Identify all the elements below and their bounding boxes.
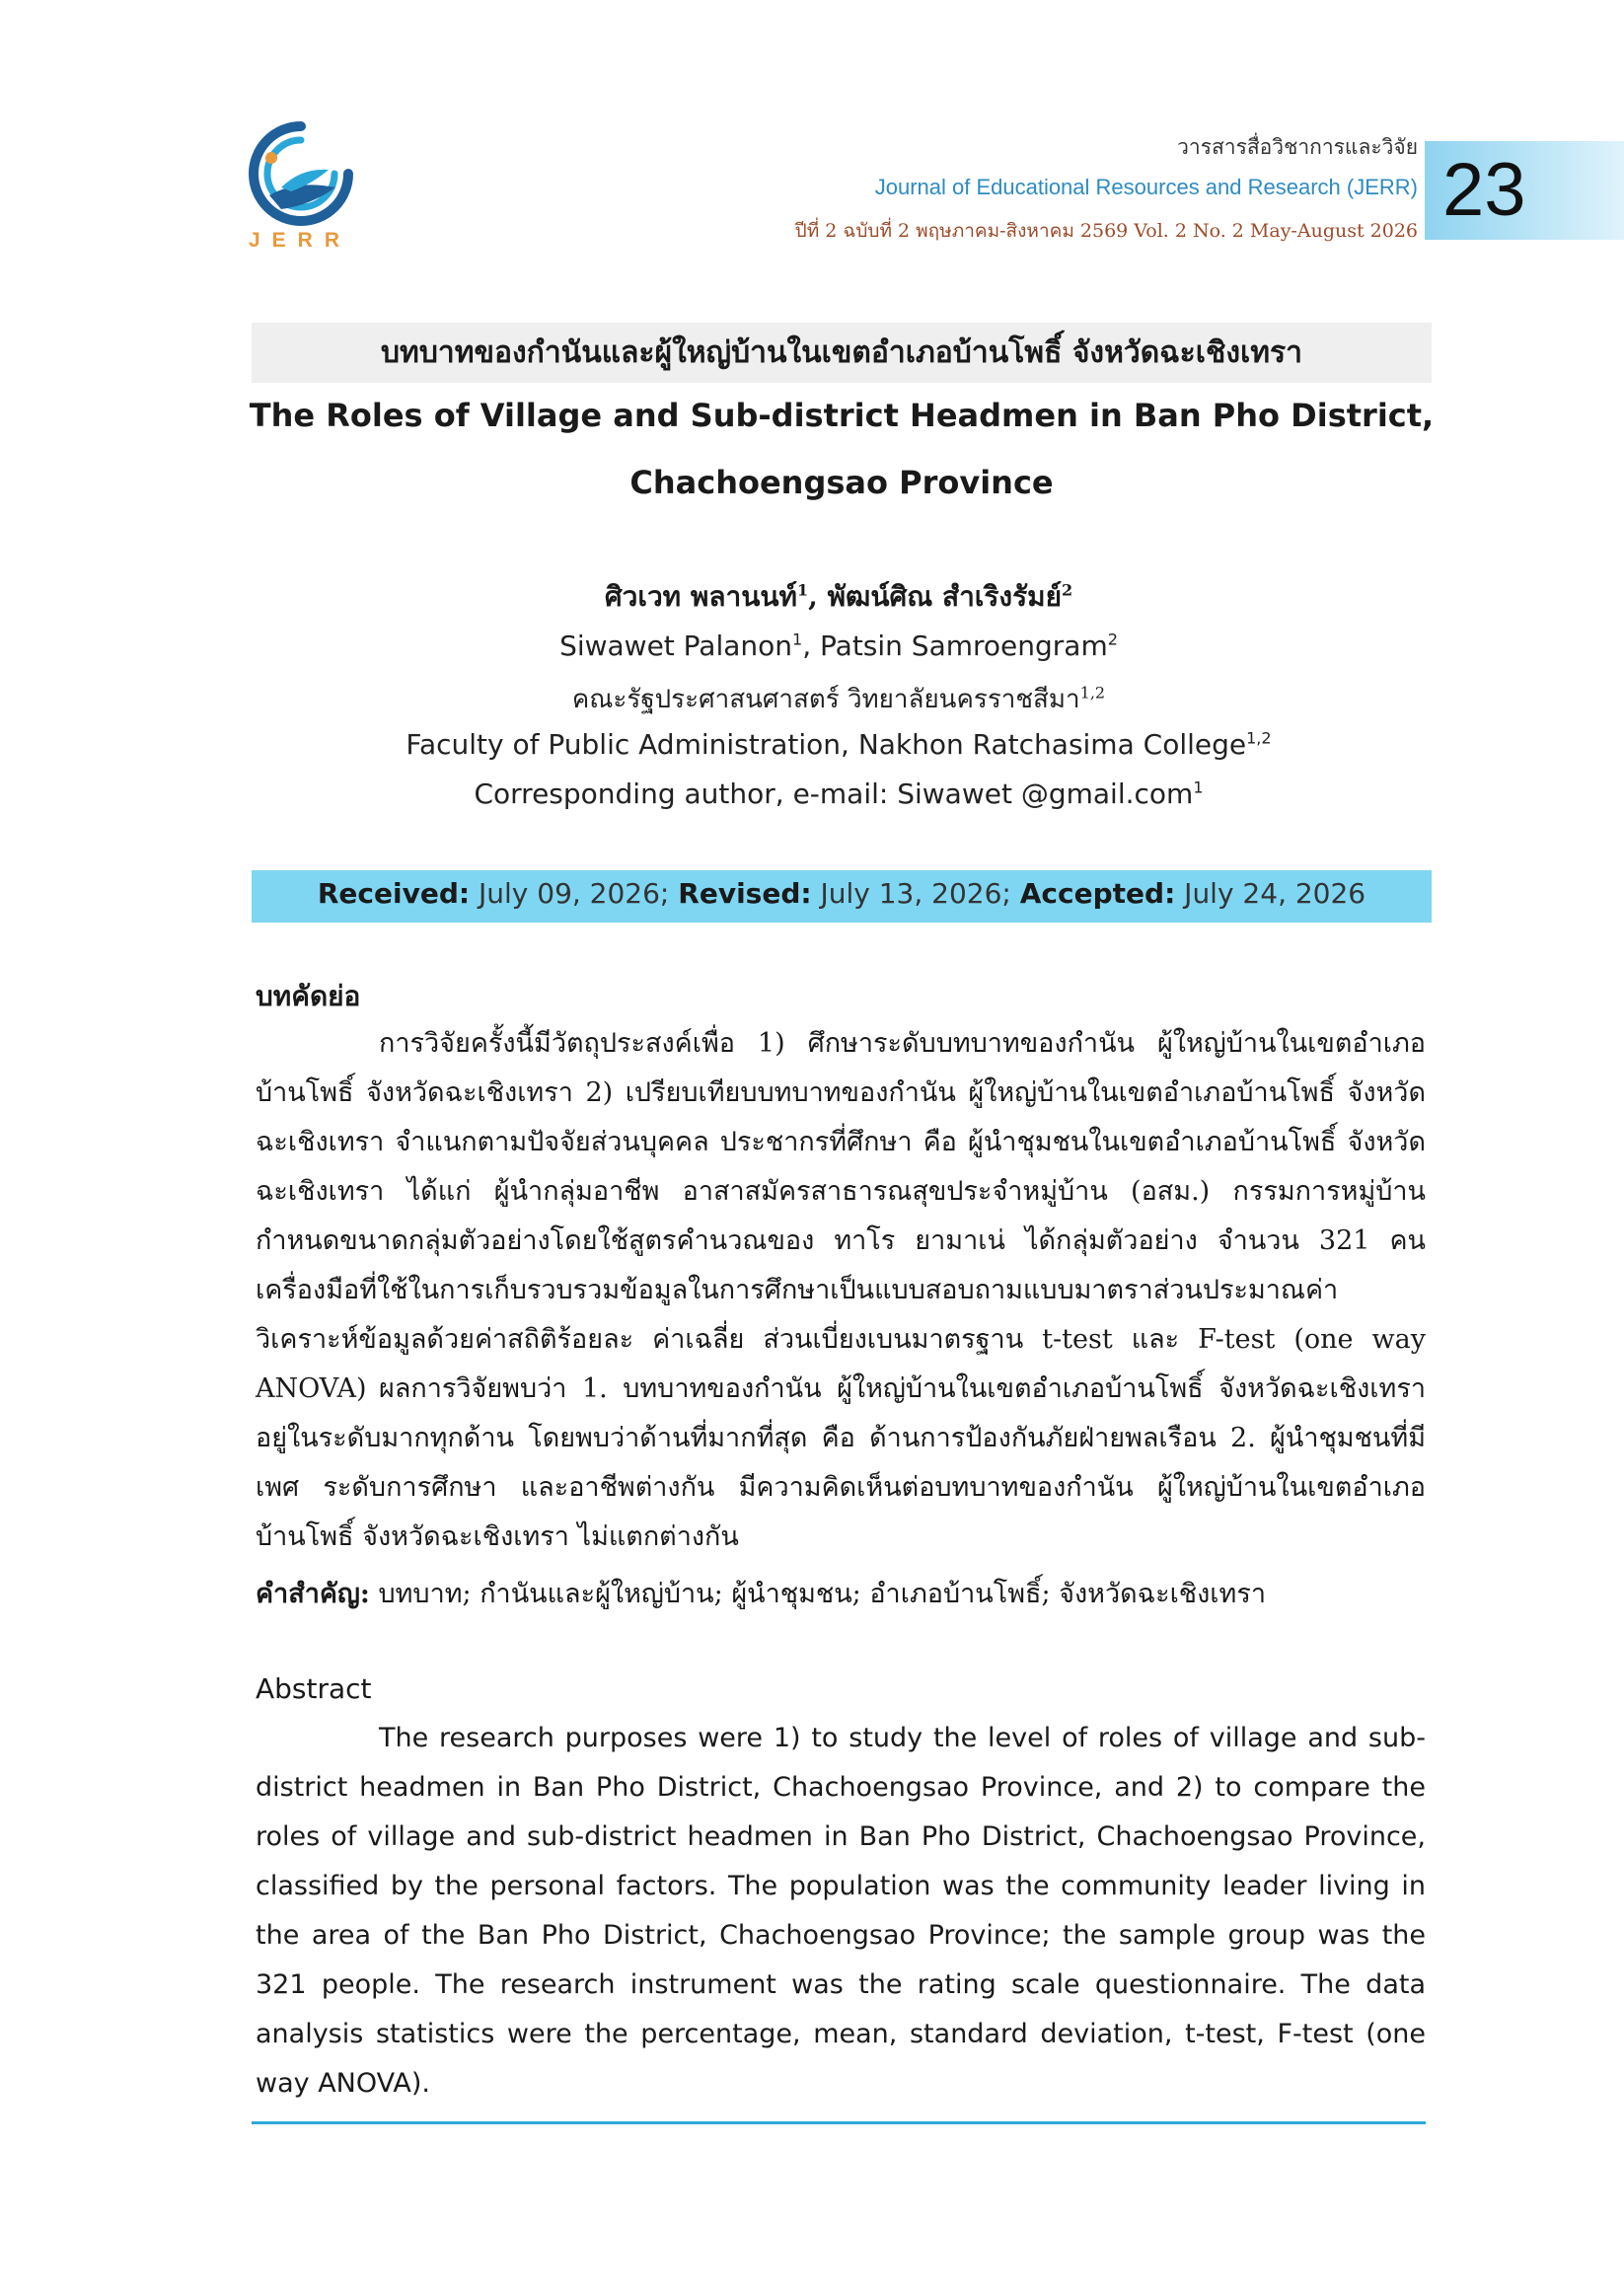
author1-sup: 1: [796, 580, 809, 600]
title-english-line2: Chachoengsao Province: [629, 464, 1054, 501]
revised-label: Revised:: [678, 877, 812, 910]
corresponding-email: [0, 778, 1624, 810]
author1-thai: ศิวเวท พลานนท์: [604, 580, 797, 613]
journal-name-english: Journal of Educational Resources and Research (JERR): [874, 175, 1418, 199]
authors-thai: [0, 575, 1624, 619]
affiliation-thai-sup: 1,2: [1079, 683, 1106, 703]
keywords-text: บทบาท; กำนันและผู้ใหญ่บ้าน; ผู้นำชุมชน; อำเภอบ้านโพธิ์; จังหวัดฉะเชิงเทรา: [369, 1579, 1266, 1609]
abstract-thai-paragraph1: การวิจัยครั้งนี้มีวัตถุประสงค์เพื่อ 1) ศึกษาระดับบทบาทของกำนัน ผู้ใหญ่บ้านในเขตอำเภอบ้านโพธิ์ จังหวัดฉะเชิงเทรา 2) เปรียบเทียบบทบาทของกำนัน ผู้ใหญ่บ้านในเขตอำเภอบ้านโพธิ์ จังหวัดฉะเชิงเทรา จำแนกตามปัจจัยส่วนบุคคล ประชากรที่ศึกษา คือ ผู้นำชุมชนในเขตอำเภอบ้านโพธิ์ จังหวัดฉะเชิงเทรา ได้แก่ ผู้นำกลุ่มอาชีพ อาสาสมัครสาธารณสุขประจำหมู่บ้าน (อสม.) กรรมการหมู่บ้าน กำหนดขนาดกลุ่มตัวอย่างโดยใช้สูตรคำนวณของ ทาโร ยามาเน่ ได้กลุ่มตัวอย่าง จำนวน 321 คน เครื่องมือที่ใช้ในการเก็บรวบรวมข้อมูลในการศึกษาเป็นแบบสอบถามแบบมาตราส่วนประมาณค่า วิเคราะห์ข้อมูลด้วยค่าสถิติร้อยละ ค่าเฉลี่ย ส่วนเบี่ยงเบนมาตรฐาน t-test และ F-test (one way ANOVA): [256, 1028, 1426, 1404]
received-label: Received:: [317, 877, 471, 910]
keywords-label: คำสำคัญ:: [256, 1579, 370, 1609]
author1-en-sup: 1: [792, 630, 803, 649]
author2-thai: พัฒน์ศิณ สำเริงรัมย์: [827, 580, 1062, 613]
title-english-line1: The Roles of Village and Sub-district Headmen in Ban Pho District,: [249, 397, 1435, 434]
author-separator: ,: [808, 580, 828, 613]
accepted-date: July 24, 2026: [1175, 877, 1366, 910]
email-text: Corresponding author, e-mail: Siwawet @gmail.com: [474, 778, 1194, 810]
author1-english: Siwawet Palanon: [559, 630, 793, 662]
abstract-english-heading: Abstract: [256, 1672, 372, 1705]
logo-text: JERR: [249, 229, 352, 252]
author-en-separator: ,: [802, 630, 821, 662]
affiliation-thai-text: คณะรัฐประศาสนศาสตร์ วิทยาลัยนครราชสีมา: [571, 685, 1080, 714]
submission-dates: [252, 877, 1432, 910]
affiliation-english: [0, 728, 1624, 761]
page-number: 23: [1442, 148, 1526, 232]
author2-sup: 2: [1061, 580, 1073, 600]
author2-english: Patsin Samroengram: [820, 630, 1108, 662]
revised-date: July 13, 2026;: [811, 877, 1020, 910]
logo-emblem-icon: [242, 118, 360, 227]
received-date: July 09, 2026;: [470, 877, 679, 910]
accepted-label: Accepted:: [1019, 877, 1176, 910]
author2-en-sup: 2: [1107, 630, 1118, 649]
journal-name-thai: วารสารสื่อวิชาการและวิจัย: [1177, 135, 1418, 159]
abstract-thai-heading: บทคัดย่อ: [256, 980, 361, 1012]
affiliation-english-text: Faculty of Public Administration, Nakhon Ratchasima College: [406, 728, 1247, 761]
bottom-divider: [252, 2121, 1426, 2124]
abstract-english-paragraph: The research purposes were 1) to study the level of roles of village and sub-district headmen in Ban Pho District, Chachoengsao Province, and 2) to compare the roles of village and sub-district headmen in Ban Pho District, Chachoengsao Province, classified by the personal factors. The population was the community leader living in the area of the Ban Pho District, Chachoengsao Province; the sample group was the 321 people. The research instrument was the rating scale questionnaire. The data analysis statistics were the percentage, mean, standard deviation, t-test, F-test (one way ANOVA).: [256, 1723, 1426, 2099]
email-sup: 1: [1193, 778, 1204, 797]
volume-info: ปีที่ 2 ฉบับที่ 2 พฤษภาคม-สิงหาคม 2569 Vol. 2 No. 2 May-August 2026: [794, 220, 1418, 242]
title-thai: บทบาทของกำนันและผู้ใหญ่บ้านในเขตอำเภอบ้านโพธิ์ จังหวัดฉะเชิงเทรา: [381, 335, 1302, 370]
keywords-thai: [256, 1572, 1430, 1614]
affiliation-english-sup: 1,2: [1246, 728, 1272, 748]
abstract-thai-paragraph2: ผลการวิจัยพบว่า 1. บทบาทของกำนัน ผู้ใหญ่บ้านในเขตอำเภอบ้านโพธิ์ จังหวัดฉะเชิงเทรา อยู่ในระดับมากทุกด้าน โดยพบว่าด้านที่มากที่สุด คือ ด้านการป้องกันภัยฝ่ายพลเรือน 2. ผู้นำชุมชนที่มีเพศ ระดับการศึกษา และอาชีพต่างกัน มีความคิดเห็นต่อบทบาทของกำนัน ผู้ใหญ่บ้านในเขตอำเภอบ้านโพธิ์ จังหวัดฉะเชิงเทรา ไม่แตกต่างกัน: [256, 1373, 1426, 1552]
authors-english: [0, 630, 1624, 662]
affiliation-thai: [0, 679, 1624, 719]
